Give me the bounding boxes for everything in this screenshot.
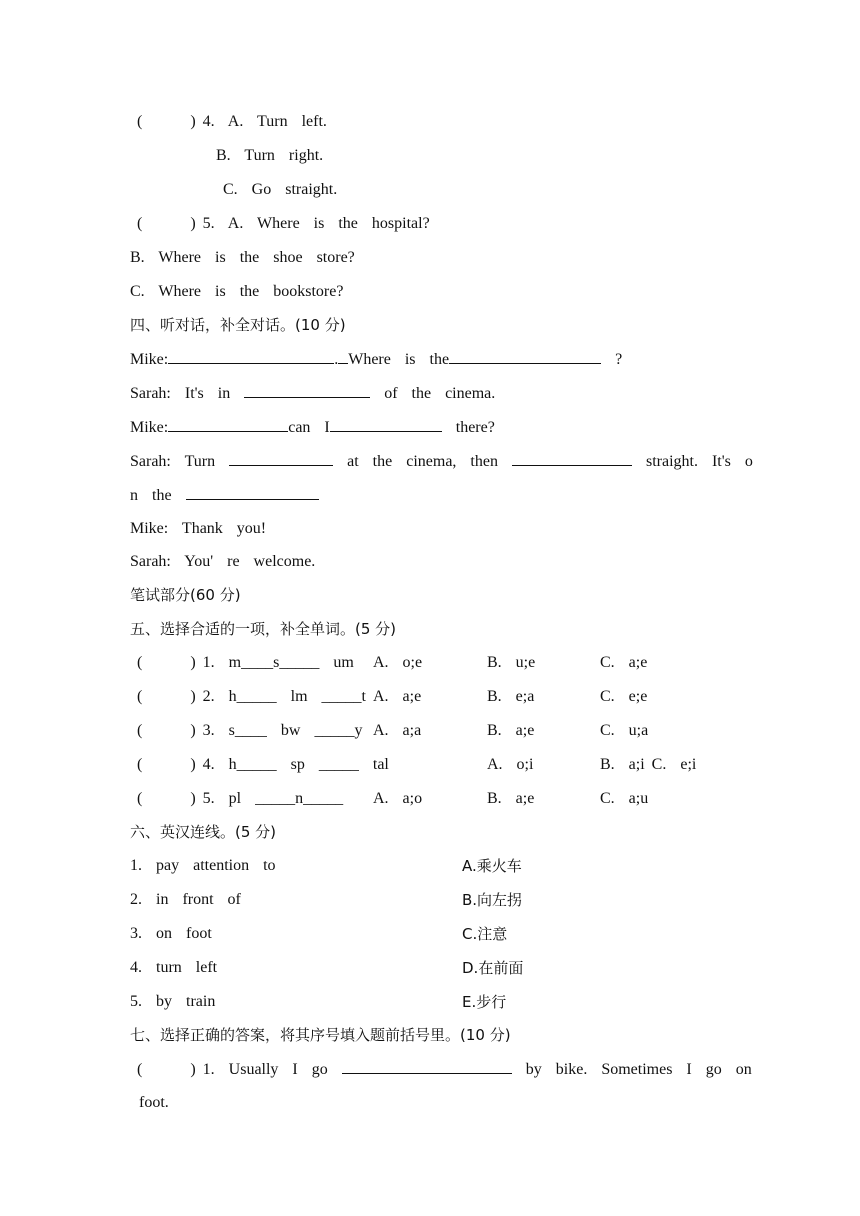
option-a: A. a;e (373, 688, 422, 705)
answer-blank (338, 349, 348, 364)
answer-paren-open: ( (137, 215, 143, 232)
dialogue-line-6: Mike: Thank you! (130, 520, 267, 537)
chinese-meaning: E.步行 (462, 993, 507, 1011)
option-a: A. Turn left. (227, 113, 327, 130)
english-phrase: 4. turn left (130, 959, 218, 976)
dialogue-line-7: Sarah: You' re welcome. (130, 553, 316, 570)
question-4-row (137, 112, 327, 132)
dialogue-line-3 (130, 417, 495, 438)
option-b: B. a;e (487, 722, 535, 739)
option-a: A. a;a (373, 722, 422, 739)
question-text: by bike. Sometimes I go on (525, 1061, 752, 1078)
word-puzzle: pl _____n_____ (228, 790, 344, 807)
item-number: 3. (202, 722, 215, 739)
english-phrase: 2. in front of (130, 891, 241, 908)
question-text: 1. Usually I go (202, 1061, 328, 1078)
answer-blank (186, 485, 319, 500)
item-number: 5. (202, 790, 215, 807)
dialogue-text: straight. It's o (645, 453, 753, 470)
option-c: C. u;a (600, 722, 649, 739)
answer-paren-close: ) (190, 756, 196, 773)
answer-paren-close: ) (190, 722, 196, 739)
item-number: 4. (202, 756, 215, 773)
section-7-heading: 七、选择正确的答案，将其序号填入题前括号里。(10 分) (130, 1026, 511, 1044)
answer-paren-open: ( (137, 756, 143, 773)
answer-paren-open: ( (137, 688, 143, 705)
chinese-meaning: A.乘火车 (462, 857, 522, 875)
answer-paren-close: ) (190, 113, 196, 130)
option-c: C. a;u (600, 790, 649, 807)
dialogue-text: n the (130, 487, 172, 504)
option-b: B. Where is the shoe store? (130, 249, 355, 266)
answer-blank (168, 349, 334, 364)
word-item-row (137, 755, 389, 775)
option-a: A. o;e (373, 654, 423, 671)
dialogue-text: there? (455, 419, 495, 436)
option-b: B. u;e (487, 654, 536, 671)
answer-blank (168, 417, 288, 432)
section-4-heading: 四、听对话，补全对话。(10 分) (130, 316, 346, 334)
period-text: . (334, 351, 339, 368)
item-number: 1. (202, 654, 215, 671)
answer-paren-close: ) (190, 215, 196, 232)
chinese-meaning: D.在前面 (462, 959, 524, 977)
dialogue-text: ? (615, 351, 623, 368)
english-phrase: 5. by train (130, 993, 216, 1010)
dialogue-text: Sarah: Turn (130, 453, 216, 470)
option-c: C. e;e (600, 688, 648, 705)
answer-blank (342, 1059, 512, 1074)
answer-blank (330, 417, 442, 432)
dialogue-line-2 (130, 383, 495, 404)
answer-paren-open: ( (137, 1061, 143, 1078)
dialogue-line-1 (130, 349, 622, 370)
word-puzzle: h_____ sp _____ tal (228, 756, 389, 773)
item-number: 2. (202, 688, 215, 705)
question-7-1-row (137, 1059, 752, 1080)
dialogue-line-4 (130, 451, 753, 472)
option-b: B. Turn right. (216, 147, 324, 164)
speaker-text: Mike: (130, 419, 169, 436)
answer-paren-open: ( (137, 722, 143, 739)
option-b: B. a;e (487, 790, 535, 807)
english-phrase: 3. on foot (130, 925, 212, 942)
option-b: B. a;i C. e;i (600, 756, 697, 773)
answer-blank (244, 383, 370, 398)
word-item-row (137, 721, 362, 741)
option-b: B. e;a (487, 688, 535, 705)
question-number: 5. (202, 215, 215, 232)
dialogue-text: of the cinema. (384, 385, 496, 402)
word-puzzle: h_____ lm _____t (228, 688, 366, 705)
option-c: C. Go straight. (223, 181, 338, 198)
option-c: C. a;e (600, 654, 648, 671)
speaker-text: Mike: (130, 351, 169, 368)
answer-blank (512, 451, 632, 466)
chinese-meaning: B.向左拐 (462, 891, 523, 909)
answer-blank (229, 451, 333, 466)
answer-paren-close: ) (190, 688, 196, 705)
option-a: A. Where is the hospital? (227, 215, 430, 232)
dialogue-line-5 (130, 485, 319, 506)
answer-paren-open: ( (137, 790, 143, 807)
dialogue-text: Where is the (348, 351, 450, 368)
word-item-row (137, 687, 366, 707)
option-a: A. a;o (373, 790, 423, 807)
dialogue-text: Sarah: It's in (130, 385, 231, 402)
dialogue-text: can I (288, 419, 330, 436)
question-5-row (137, 214, 430, 234)
section-5-heading: 五、选择合适的一项，补全单词。(5 分) (130, 620, 397, 638)
section-6-heading: 六、英汉连线。(5 分) (130, 823, 277, 841)
answer-paren-open: ( (137, 113, 143, 130)
answer-paren-close: ) (190, 790, 196, 807)
answer-paren-close: ) (190, 654, 196, 671)
word-item-row (137, 789, 343, 809)
answer-blank (449, 349, 601, 364)
english-phrase: 1. pay attention to (130, 857, 276, 874)
written-part-heading: 笔试部分(60 分) (130, 586, 241, 604)
answer-paren-close: ) (190, 1061, 196, 1078)
chinese-meaning: C.注意 (462, 925, 508, 943)
word-puzzle: m____s_____ um (228, 654, 354, 671)
word-item-row (137, 653, 354, 673)
option-a: A. o;i (487, 756, 534, 773)
option-c: C. Where is the bookstore? (130, 283, 344, 300)
word-puzzle: s____ bw _____y (228, 722, 363, 739)
question-number: 4. (202, 113, 215, 130)
question-7-1-continuation: foot. (139, 1094, 169, 1111)
answer-paren-open: ( (137, 654, 143, 671)
dialogue-text: at the cinema, then (347, 453, 498, 470)
